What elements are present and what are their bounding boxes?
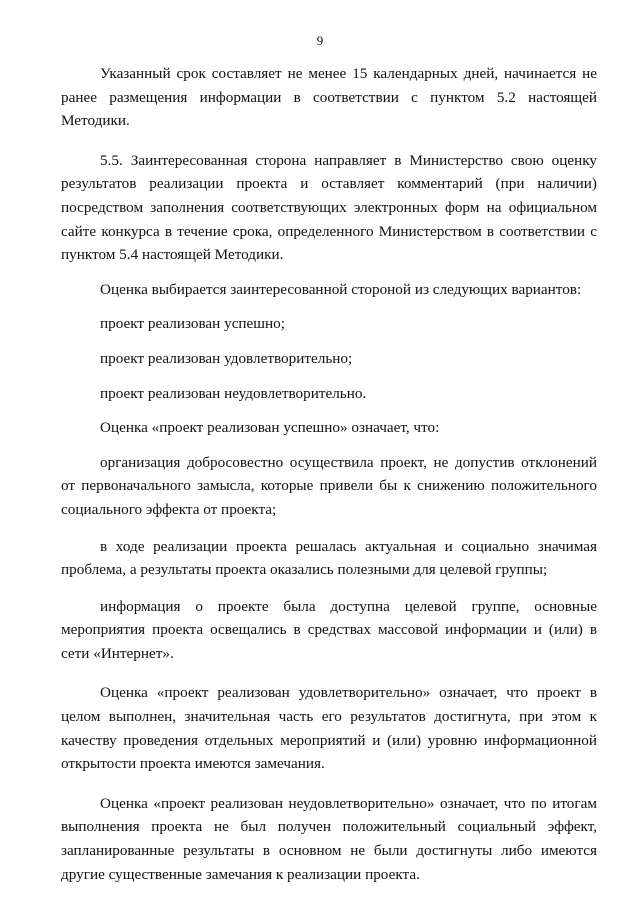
list-item-satisfactory: проект реализован удовлетворительно;	[100, 349, 353, 367]
paragraph-evaluation-options: Оценка выбирается заинтересованной стороной из следующих вариантов:	[100, 280, 582, 298]
list-item-success: проект реализован успешно;	[100, 315, 285, 333]
paragraph-unsatisfactory-definition: Оценка «проект реализован неудовлетворительно» означает, что по итогам выполнения проекта не был получен положительный социальный эффект, запланированные результаты в основном не были достигнуты либо имеются другие существенные замечания к реализации проекта.	[61, 794, 597, 883]
paragraph-satisfactory-definition: Оценка «проект реализован удовлетворительно» означает, что проект в целом выполнен, значительная часть его результатов достигнута, при этом к качеству проведения отдельных мероприятий и (или) уровню информационной открытости проекта имеются замечания.	[61, 684, 597, 773]
document-body	[61, 62, 597, 886]
list-item-unsatisfactory: проект реализован неудовлетворительно.	[100, 384, 367, 402]
paragraph-success-definition: Оценка «проект реализован успешно» означает, что:	[100, 419, 440, 437]
paragraph-success-criterion-2: в ходе реализации проекта решалась актуальная и социально значимая проблема, а результаты проекта оказались полезными для целевой группы;	[61, 537, 597, 579]
paragraph-success-criterion-3: информация о проекте была доступна целевой группе, основные мероприятия проекта освещались в средствах массовой информации и (или) в сети «Интернет».	[61, 597, 597, 662]
paragraph-5-5: 5.5. Заинтересованная сторона направляет в Министерство свою оценку результатов реализации проекта и оставляет комментарий (при наличии) посредством заполнения соответствующих электронных форм на официальном сайте конкурса в течение срока, определенного Министерством в соответствии с пунктом 5.4 настоящей Методики.	[61, 151, 597, 264]
page-number: 9	[316, 33, 324, 48]
paragraph-deadline: Указанный срок составляет не менее 15 календарных дней, начинается не ранее размещения информации в соответствии с пунктом 5.2 настоящей Методики.	[61, 65, 597, 130]
paragraph-success-criterion-1: организация добросовестно осуществила проект, не допустив отклонений от первоначального замысла, которые привели бы к снижению положительного социального эффекта от проекта;	[61, 453, 597, 518]
